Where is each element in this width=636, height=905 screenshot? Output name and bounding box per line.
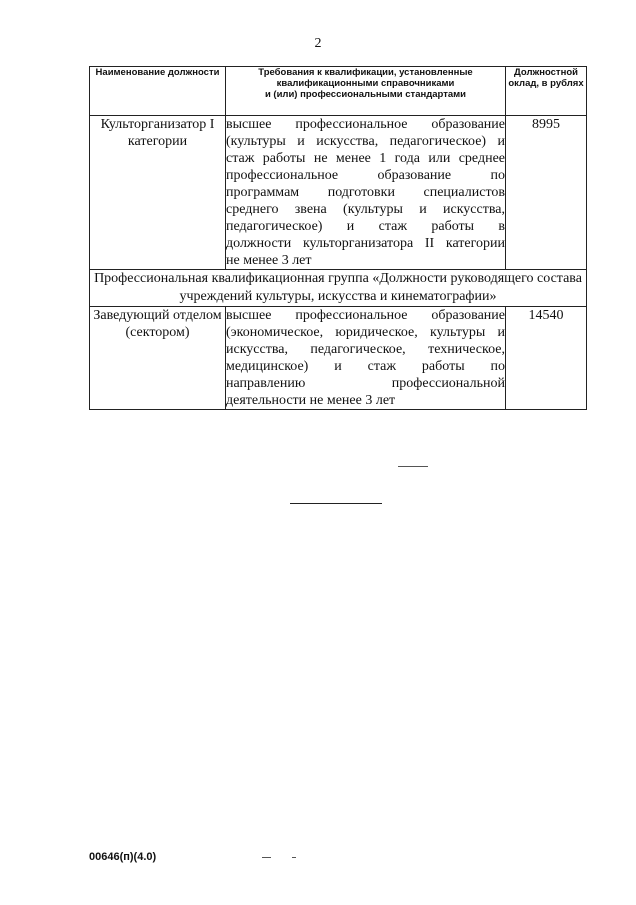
requirements-line: высшее профессиональное образование <box>226 308 505 323</box>
header-salary: Должностной оклад, в рублях <box>506 67 587 116</box>
requirements-line: медицинское) и стаж работы по <box>226 359 505 374</box>
table-row <box>90 307 587 410</box>
header-position: Наименование должности <box>90 67 226 116</box>
scan-speck <box>398 466 428 467</box>
header-requirements <box>226 67 506 116</box>
qualification-table <box>89 66 587 410</box>
position-cell: Культорганизатор I категории <box>90 116 226 270</box>
table-header-row <box>90 67 587 116</box>
scan-speck <box>262 857 271 858</box>
requirements-line: профессиональное образование по <box>226 168 505 183</box>
document-code: 00646(п)(4.0) <box>89 851 157 863</box>
salary-cell: 14540 <box>506 307 587 410</box>
position-cell: Заведующий отделом (сектором) <box>90 307 226 410</box>
page-number: 2 <box>314 36 322 51</box>
requirements-line: искусства, педагогическое, техническое, <box>226 342 505 357</box>
requirements-line: деятельности не менее 3 лет <box>226 393 396 408</box>
requirements-line: не менее 3 лет <box>226 253 312 268</box>
requirements-cell <box>226 116 506 270</box>
requirements-line: стаж работы не менее 1 года или среднее <box>226 151 505 166</box>
scan-speck <box>292 857 296 858</box>
group-row <box>90 270 587 307</box>
requirements-line: программам подготовки специалистов <box>226 185 505 200</box>
requirements-cell <box>226 307 506 410</box>
requirements-line: (культуры и искусства, педагогическое) и <box>226 134 505 149</box>
requirements-line: должности культорганизатора II категории <box>226 236 505 251</box>
header-requirements-line: квалификационными справочниками <box>276 78 455 89</box>
salary-cell: 8995 <box>506 116 587 270</box>
requirements-line: направлению профессиональной <box>226 376 505 391</box>
requirements-line: высшее профессиональное образование <box>226 117 505 132</box>
header-requirements-line: Требования к квалификации, установленные <box>258 67 473 78</box>
group-title: Профессиональная квалификационная группа «Должности руководящего состава учреждений культуры, искусства и кинематографии» <box>90 270 587 307</box>
closing-line <box>290 503 382 504</box>
requirements-line: (экономическое, юридическое, культуры и <box>226 325 505 340</box>
header-requirements-line: и (или) профессиональными стандартами <box>264 89 467 100</box>
requirements-line: среднего звена (культуры и искусства, <box>226 202 505 217</box>
table-row <box>90 116 587 270</box>
requirements-line: педагогическое) и стаж работы в <box>226 219 505 234</box>
